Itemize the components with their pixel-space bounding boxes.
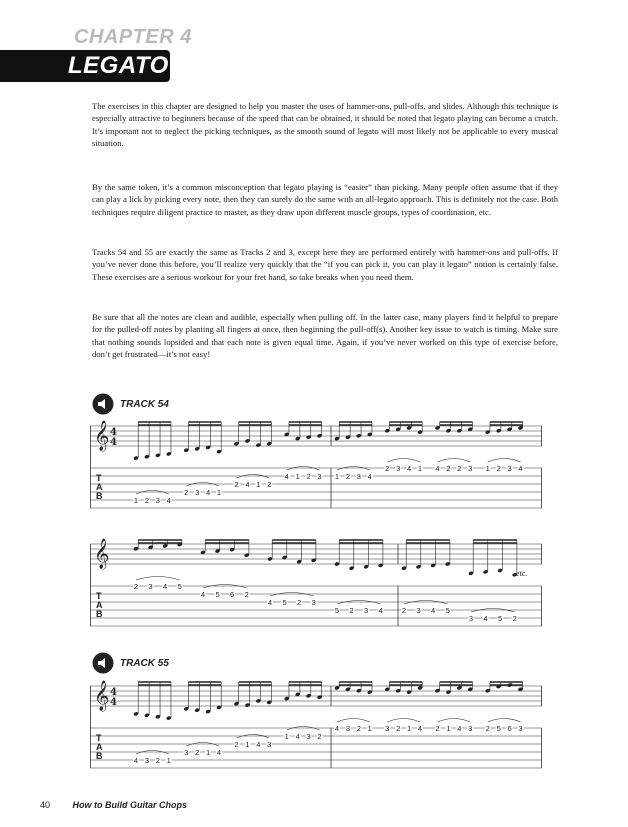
tab-fret-number: 6 [507,724,512,733]
tab-fret-number: 3 [468,724,473,733]
tab-letter: B [96,751,103,761]
speaker-icon [92,393,114,415]
paragraph-2: By the same token, it’s a common misconception that legato playing is “easier” than picking. Many people often assume that if they can play a lick by picking every note, then they can surely do the same with an all-legato approach. This is definitely not the case. Both techniques require diligent practice to master, as they draw upon different muscle groups, types of coordination, etc. [92,182,558,217]
tab-letter: A [96,482,103,492]
tab-fret-number: 2 [155,756,160,765]
tab-letter: B [96,491,103,501]
tab-fret-number: 4 [483,614,488,623]
tab-fret-number: 2 [401,606,407,615]
legato-slur [387,719,420,723]
tab-fret-number: 3 [144,756,150,765]
tab-fret-number: 1 [206,748,211,757]
tab-fret-number: 2 [144,496,150,505]
tab-fret-number: 4 [378,606,383,615]
time-signature-bottom: 4 [110,697,117,708]
tab-fret-number: 2 [349,606,354,615]
tab-fret-number: 2 [267,480,272,489]
tab-fret-number: 2 [317,732,322,741]
tab-fret-number: 1 [133,496,139,505]
time-signature-top: 4 [110,687,117,698]
tab-fret-number: 2 [234,480,239,489]
tab-fret-number: 3 [356,472,361,481]
tab-fret-number: 4 [133,756,139,765]
sim-mark: etc. [516,569,528,578]
tab-letter: T [96,591,102,601]
tab-fret-number: 3 [195,488,200,497]
tab-letter: T [96,733,102,743]
legato-slur [488,719,521,723]
tab-fret-number: 4 [245,480,250,489]
tab-fret-number: 2 [485,724,490,733]
tab-fret-number: 3 [155,496,160,505]
tab-fret-number: 3 [385,724,390,733]
tab-fret-number: 5 [215,590,220,599]
legato-slur [136,577,180,581]
tab-fret-number: 4 [284,472,289,481]
tab-fret-number: 1 [166,756,171,765]
tab-letter: A [96,600,103,610]
tab-fret-number: 3 [345,724,351,733]
tab-fret-number: 3 [306,732,311,741]
legato-slur [438,459,471,463]
tab-fret-number: 3 [468,614,474,623]
tab-fret-number: 2 [396,724,401,733]
tab-fret-number: 2 [244,590,249,599]
legato-slur [438,719,471,723]
speaker-icon [92,652,114,674]
tab-fret-number: 3 [311,598,316,607]
tab-fret-number: 3 [416,606,421,615]
tab-fret-number: 3 [396,464,401,473]
tab-fret-number: 3 [468,464,473,473]
track-54-text: TRACK 54 [120,398,169,410]
tab-fret-number: 2 [234,740,239,749]
tab-fret-number: 3 [507,464,512,473]
notation-system-1 [90,416,542,520]
time-signature-top: 4 [110,427,117,438]
time-signature-bottom: 4 [110,437,117,448]
tab-fret-number: 3 [518,724,523,733]
paragraph-1: The exercises in this chapter are designed to help you master the uses of hammer-ons, pull-offs, and slides. Although this technique is especially attractive to beginners because of the speed that can be obtained, it should be noted that legato playing can become a crutch. It’s important not to neglect the picking techniques, as the smooth sound of legato will most likely not be applicable to every musical situation. [92,101,558,149]
tab-fret-number: 4 [367,472,372,481]
tab-fret-number: 4 [518,464,523,473]
book-title: How to Build Guitar Chops [72,800,188,810]
tab-fret-number: 1 [407,724,412,733]
paragraph-4: Be sure that all the notes are clean and audible, especially when pulling off. In the latter case, many players find it helpful to prepare for the pulled-off notes by planting all fingers at once, then beginning the pull-off(s). Another key issue to watch is timing. Make sure that nothing sounds lopsided and that each note is given equal time. Again, if you’ve never worked on this type of exercise before, don’t get frustrated—it’s not easy! [92,312,558,360]
chapter-label: CHAPTER 4 [74,26,192,48]
tab-fret-number: 1 [367,724,372,733]
tab-fret-number: 2 [297,598,302,607]
tab-fret-number: 1 [245,740,250,749]
tab-fret-number: 4 [267,598,273,607]
tab-fret-number: 4 [216,748,222,757]
tab-fret-number: 1 [284,732,289,741]
tab-fret-number: 2 [512,614,517,623]
tab-letter: A [96,742,103,752]
tab-fret-number: 2 [345,472,351,481]
tab-fret-number: 5 [282,598,287,607]
legato-slur [488,459,521,463]
tab-fret-number: 3 [364,606,369,615]
tab-fret-number: 5 [334,606,340,615]
tab-fret-number: 3 [317,472,322,481]
tab-fret-number: 4 [163,582,168,591]
treble-clef: 𝄞 [94,539,110,569]
tab-letter: B [96,609,103,619]
tab-fret-number: 5 [445,606,450,615]
legato-slur [337,719,370,723]
legato-slur [387,459,420,463]
tab-fret-number: 3 [267,740,272,749]
tab-fret-number: 5 [498,614,503,623]
tab-fret-number: 4 [334,724,340,733]
tab-fret-number: 2 [457,464,462,473]
tab-fret-number: 6 [230,590,235,599]
tab-fret-number: 2 [435,724,440,733]
tab-fret-number: 1 [256,480,261,489]
treble-clef: 𝄞 [94,681,110,711]
tab-letter: T [96,473,102,483]
page-number: 40 [40,800,51,810]
notation-system-3 [90,676,542,780]
tab-fret-number: 3 [184,748,189,757]
tab-fret-number: 4 [206,488,211,497]
notation-system-2 [90,534,542,638]
tab-fret-number: 4 [431,606,436,615]
tab-fret-number: 4 [417,724,423,733]
tab-fret-number: 4 [200,590,206,599]
tab-fret-number: 1 [216,488,222,497]
tab-fret-number: 2 [306,472,311,481]
tab-fret-number: 3 [148,582,153,591]
tab-fret-number: 2 [446,464,451,473]
track-54-label [92,393,169,415]
tab-fret-number: 2 [356,724,361,733]
tab-fret-number: 4 [435,464,440,473]
tab-fret-number: 1 [446,724,451,733]
tab-fret-number: 5 [496,724,501,733]
tab-fret-number: 4 [457,724,462,733]
tab-fret-number: 1 [334,472,340,481]
tab-fret-number: 1 [485,464,490,473]
tab-fret-number: 1 [417,464,423,473]
tab-fret-number: 2 [195,748,200,757]
paragraph-3: Tracks 54 and 55 are exactly the same as Tracks 2 and 3, except here they are performed entirely with hammer-ons and pull-offs. If you’ve never done this before, you’ll realize very quickly that the “if you can pick it, you can play it legato” notion is certainly false. These exercises are a serious workout for your fret hand, so take breaks when you need them. [92,247,558,282]
track-55-label [92,652,169,674]
tab-fret-number: 2 [385,464,390,473]
track-55-text: TRACK 55 [120,657,169,669]
chapter-title: LEGATO [68,52,169,79]
tab-fret-number: 5 [177,582,182,591]
tab-fret-number: 1 [295,472,300,481]
tab-fret-number: 4 [256,740,261,749]
tab-fret-number: 4 [166,496,171,505]
tab-fret-number: 2 [496,464,501,473]
tab-fret-number: 2 [184,488,189,497]
treble-clef: 𝄞 [94,421,110,451]
tab-fret-number: 2 [133,582,139,591]
tab-fret-number: 4 [407,464,412,473]
page-footer [40,800,187,810]
tab-fret-number: 4 [295,732,300,741]
